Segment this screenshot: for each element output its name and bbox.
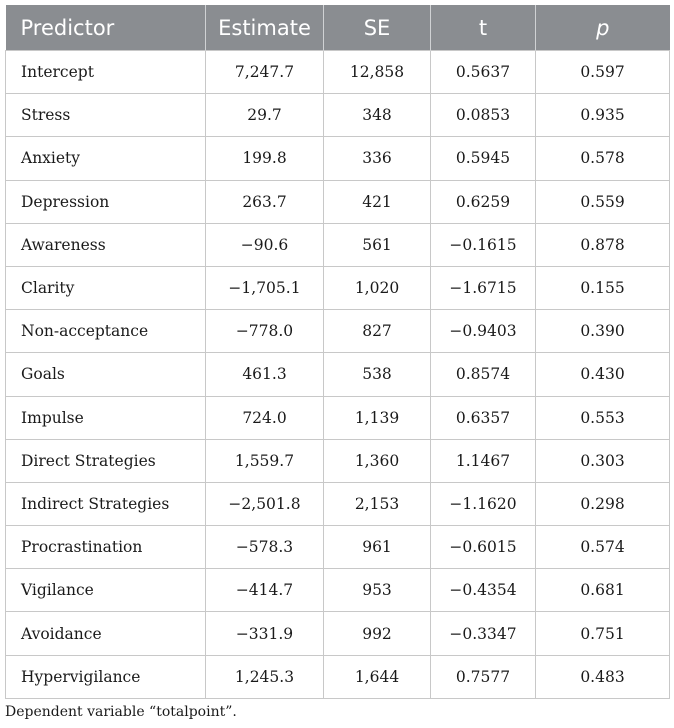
cell-predictor: Depression <box>6 180 206 223</box>
table-row <box>6 266 670 309</box>
cell-se: 1,360 <box>324 439 431 482</box>
cell-t: 0.6259 <box>431 180 536 223</box>
cell-estimate: −414.7 <box>206 569 324 612</box>
table-row <box>6 180 670 223</box>
cell-t: 0.7577 <box>431 655 536 698</box>
cell-p: 0.878 <box>536 223 670 266</box>
cell-p: 0.597 <box>536 51 670 94</box>
cell-t: 0.5945 <box>431 137 536 180</box>
table-row <box>6 396 670 439</box>
cell-predictor: Intercept <box>6 51 206 94</box>
cell-p: 0.483 <box>536 655 670 698</box>
cell-estimate: −90.6 <box>206 223 324 266</box>
cell-estimate: 29.7 <box>206 94 324 137</box>
header-t: t <box>431 5 536 51</box>
cell-estimate: 1,245.3 <box>206 655 324 698</box>
cell-estimate: −331.9 <box>206 612 324 655</box>
cell-t: 0.6357 <box>431 396 536 439</box>
table-row <box>6 655 670 698</box>
cell-se: 2,153 <box>324 482 431 525</box>
cell-se: 992 <box>324 612 431 655</box>
table-row <box>6 569 670 612</box>
table-row <box>6 612 670 655</box>
cell-predictor: Procrastination <box>6 526 206 569</box>
cell-se: 336 <box>324 137 431 180</box>
cell-estimate: 461.3 <box>206 353 324 396</box>
cell-predictor: Impulse <box>6 396 206 439</box>
cell-p: 0.935 <box>536 94 670 137</box>
cell-se: 1,644 <box>324 655 431 698</box>
header-predictor: Predictor <box>6 5 206 51</box>
table-row <box>6 137 670 180</box>
cell-t: 1.1467 <box>431 439 536 482</box>
table-row <box>6 310 670 353</box>
cell-predictor: Goals <box>6 353 206 396</box>
cell-t: −0.9403 <box>431 310 536 353</box>
cell-p: 0.751 <box>536 612 670 655</box>
cell-estimate: −2,501.8 <box>206 482 324 525</box>
cell-t: 0.8574 <box>431 353 536 396</box>
cell-estimate: −578.3 <box>206 526 324 569</box>
cell-predictor: Hypervigilance <box>6 655 206 698</box>
header-estimate: Estimate <box>206 5 324 51</box>
cell-p: 0.303 <box>536 439 670 482</box>
cell-predictor: Indirect Strategies <box>6 482 206 525</box>
regression-table-container <box>5 5 669 699</box>
cell-se: 421 <box>324 180 431 223</box>
cell-t: −0.1615 <box>431 223 536 266</box>
cell-estimate: 7,247.7 <box>206 51 324 94</box>
cell-p: 0.559 <box>536 180 670 223</box>
cell-se: 348 <box>324 94 431 137</box>
cell-se: 538 <box>324 353 431 396</box>
table-row <box>6 51 670 94</box>
cell-estimate: −778.0 <box>206 310 324 353</box>
cell-p: 0.155 <box>536 266 670 309</box>
cell-predictor: Non-acceptance <box>6 310 206 353</box>
table-body <box>6 51 670 699</box>
cell-p: 0.390 <box>536 310 670 353</box>
cell-predictor: Vigilance <box>6 569 206 612</box>
cell-t: −1.6715 <box>431 266 536 309</box>
cell-se: 1,139 <box>324 396 431 439</box>
cell-predictor: Avoidance <box>6 612 206 655</box>
table-row <box>6 526 670 569</box>
cell-se: 561 <box>324 223 431 266</box>
cell-predictor: Stress <box>6 94 206 137</box>
table-row <box>6 94 670 137</box>
table-header-row <box>6 5 670 51</box>
table-row <box>6 353 670 396</box>
cell-p: 0.553 <box>536 396 670 439</box>
cell-t: −0.6015 <box>431 526 536 569</box>
header-se: SE <box>324 5 431 51</box>
cell-se: 1,020 <box>324 266 431 309</box>
cell-t: −1.1620 <box>431 482 536 525</box>
regression-table <box>5 5 670 699</box>
header-p: p <box>536 5 670 51</box>
cell-estimate: 724.0 <box>206 396 324 439</box>
cell-estimate: 199.8 <box>206 137 324 180</box>
cell-p: 0.298 <box>536 482 670 525</box>
table-row <box>6 482 670 525</box>
cell-se: 827 <box>324 310 431 353</box>
cell-se: 953 <box>324 569 431 612</box>
cell-predictor: Anxiety <box>6 137 206 180</box>
cell-predictor: Clarity <box>6 266 206 309</box>
table-row <box>6 439 670 482</box>
cell-t: 0.0853 <box>431 94 536 137</box>
cell-predictor: Direct Strategies <box>6 439 206 482</box>
cell-se: 961 <box>324 526 431 569</box>
cell-p: 0.681 <box>536 569 670 612</box>
cell-p: 0.578 <box>536 137 670 180</box>
cell-predictor: Awareness <box>6 223 206 266</box>
cell-t: −0.3347 <box>431 612 536 655</box>
cell-t: 0.5637 <box>431 51 536 94</box>
cell-estimate: 1,559.7 <box>206 439 324 482</box>
cell-t: −0.4354 <box>431 569 536 612</box>
cell-se: 12,858 <box>324 51 431 94</box>
cell-estimate: 263.7 <box>206 180 324 223</box>
cell-p: 0.430 <box>536 353 670 396</box>
table-row <box>6 223 670 266</box>
table-footnote: Dependent variable “totalpoint”. <box>5 704 237 720</box>
cell-estimate: −1,705.1 <box>206 266 324 309</box>
cell-p: 0.574 <box>536 526 670 569</box>
